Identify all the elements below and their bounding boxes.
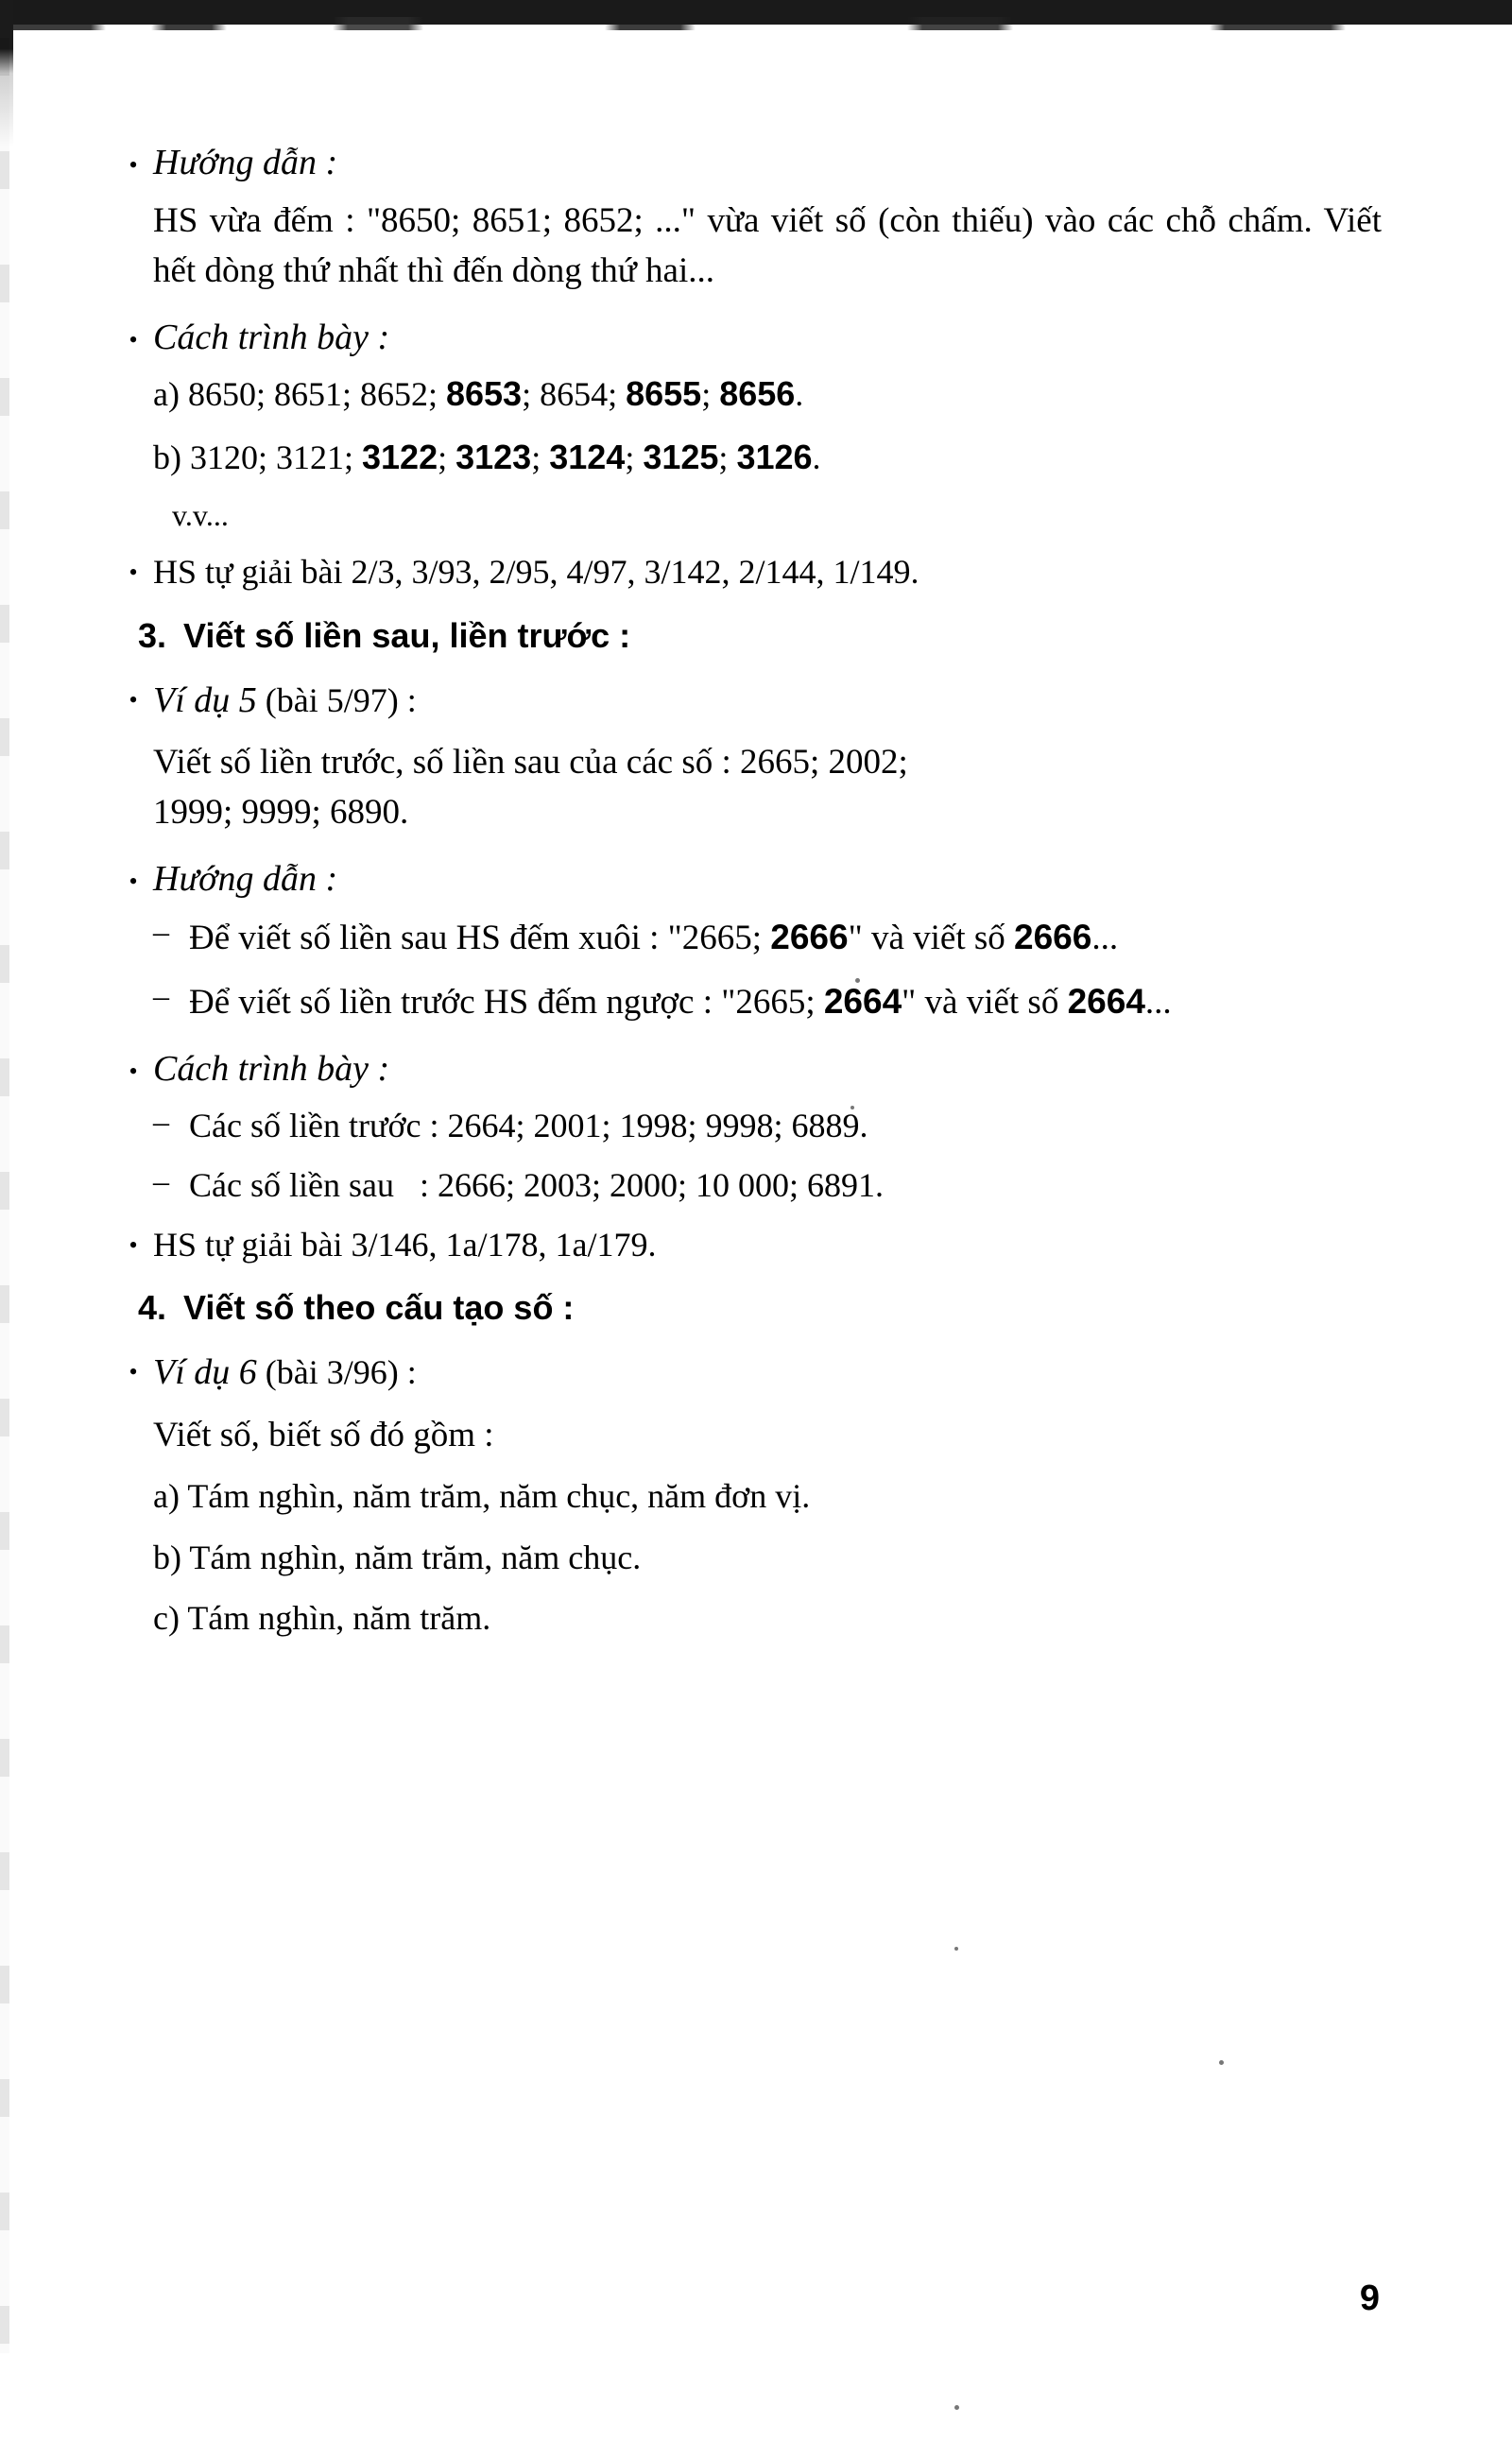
presentation-item-a: a) 8650; 8651; 8652; 8653; 8654; 8655; 8656.: [153, 374, 804, 414]
guide-item-2: Để viết số liền trước HS đếm ngược : "2665; 2664" và viết số 2664...: [189, 981, 1172, 1022]
bullet-icon: •: [129, 1230, 138, 1259]
bullet-icon: •: [129, 559, 138, 587]
list-item: [153, 977, 1418, 1028]
bullet-icon: •: [129, 1058, 138, 1086]
section-heading-3: [113, 616, 1418, 656]
section-heading-4: [113, 1288, 1418, 1328]
list-item: [113, 142, 1418, 183]
list-item: [113, 1222, 1418, 1268]
example-5-label: Ví dụ 5: [153, 680, 257, 721]
list-item: [113, 858, 1418, 900]
list-item: [113, 549, 1418, 595]
section-number-4: 4.: [137, 1288, 166, 1328]
presentation-next-numbers: Các số liền sau : 2666; 2003; 2000; 10 000; 6891.: [189, 1166, 884, 1205]
example-5-body-line1: Viết số liền trước, số liền sau của các số : 2665; 2002;: [153, 743, 908, 782]
selfwork-text: HS tự giải bài 2/3, 3/93, 2/95, 4/97, 3/142, 2/144, 1/149.: [153, 553, 919, 592]
example-6-intro: Viết số, biết số đó gồm :: [153, 1415, 494, 1454]
bullet-icon: •: [129, 326, 138, 354]
bullet-icon: •: [129, 868, 138, 896]
guide-label-2: Hướng dẫn :: [153, 859, 338, 900]
guide-item-1: Để viết số liền sau HS đếm xuôi : "2665; 2666" và viết số 2666...: [189, 918, 1119, 958]
example-5-body-line2: 1999; 9999; 6890.: [153, 792, 409, 832]
scan-speck: [1219, 2060, 1224, 2065]
list-item: [153, 913, 1418, 964]
dash-icon: –: [153, 1105, 169, 1141]
example-6-ref: (bài 3/96) :: [265, 1353, 417, 1392]
scan-edge-left-texture: [0, 38, 9, 2353]
list-item: [113, 317, 1418, 358]
section-title-3: Viết số liền sau, liền trước :: [183, 616, 631, 656]
presentation-label-2: Cách trình bày :: [153, 1049, 390, 1090]
guide-label: Hướng dẫn :: [153, 143, 338, 182]
dash-icon: –: [153, 915, 169, 951]
dash-icon: –: [153, 1164, 169, 1200]
list-item: [113, 1349, 1418, 1397]
scan-speck: [954, 2405, 959, 2410]
page-content: [113, 142, 1418, 1642]
list-item: [153, 1103, 1418, 1149]
bullet-icon: •: [129, 686, 138, 714]
bullet-icon: •: [129, 1358, 138, 1386]
list-item: [153, 1162, 1418, 1209]
bullet-icon: •: [129, 151, 138, 179]
selfwork-text-2: HS tự giải bài 3/146, 1a/178, 1a/179.: [153, 1225, 657, 1264]
scan-edge-top: [0, 0, 1512, 25]
page-number: 9: [1359, 2279, 1380, 2318]
dash-icon: –: [153, 978, 169, 1014]
section-number-3: 3.: [137, 616, 166, 656]
presentation-label: Cách trình bày :: [153, 318, 390, 358]
example-5-ref: (bài 5/97) :: [265, 681, 417, 720]
scan-speck: [954, 1947, 958, 1951]
section-title-4: Viết số theo cấu tạo số :: [183, 1288, 575, 1328]
example-6-item-b: b) Tám nghìn, năm trăm, năm chục.: [153, 1538, 642, 1576]
guide-body: HS vừa đếm : "8650; 8651; 8652; ..." vừa viết số (còn thiếu) vào các chỗ chấm. Viết hết dòng thứ nhất thì đến dòng thứ hai...: [153, 201, 1382, 290]
list-item: [113, 1048, 1418, 1090]
presentation-prev-numbers: Các số liền trước : 2664; 2001; 1998; 9998; 6889.: [189, 1107, 868, 1145]
example-6-item-a: a) Tám nghìn, năm trăm, năm chục, năm đơn vị.: [153, 1477, 811, 1516]
example-6-item-c: c) Tám nghìn, năm trăm.: [153, 1599, 491, 1638]
presentation-item-vv: v.v...: [172, 498, 229, 533]
presentation-item-b: b) 3120; 3121; 3122; 3123; 3124; 3125; 3126.: [153, 437, 821, 476]
list-item: [113, 677, 1418, 725]
example-6-label: Ví dụ 6: [153, 1352, 257, 1393]
